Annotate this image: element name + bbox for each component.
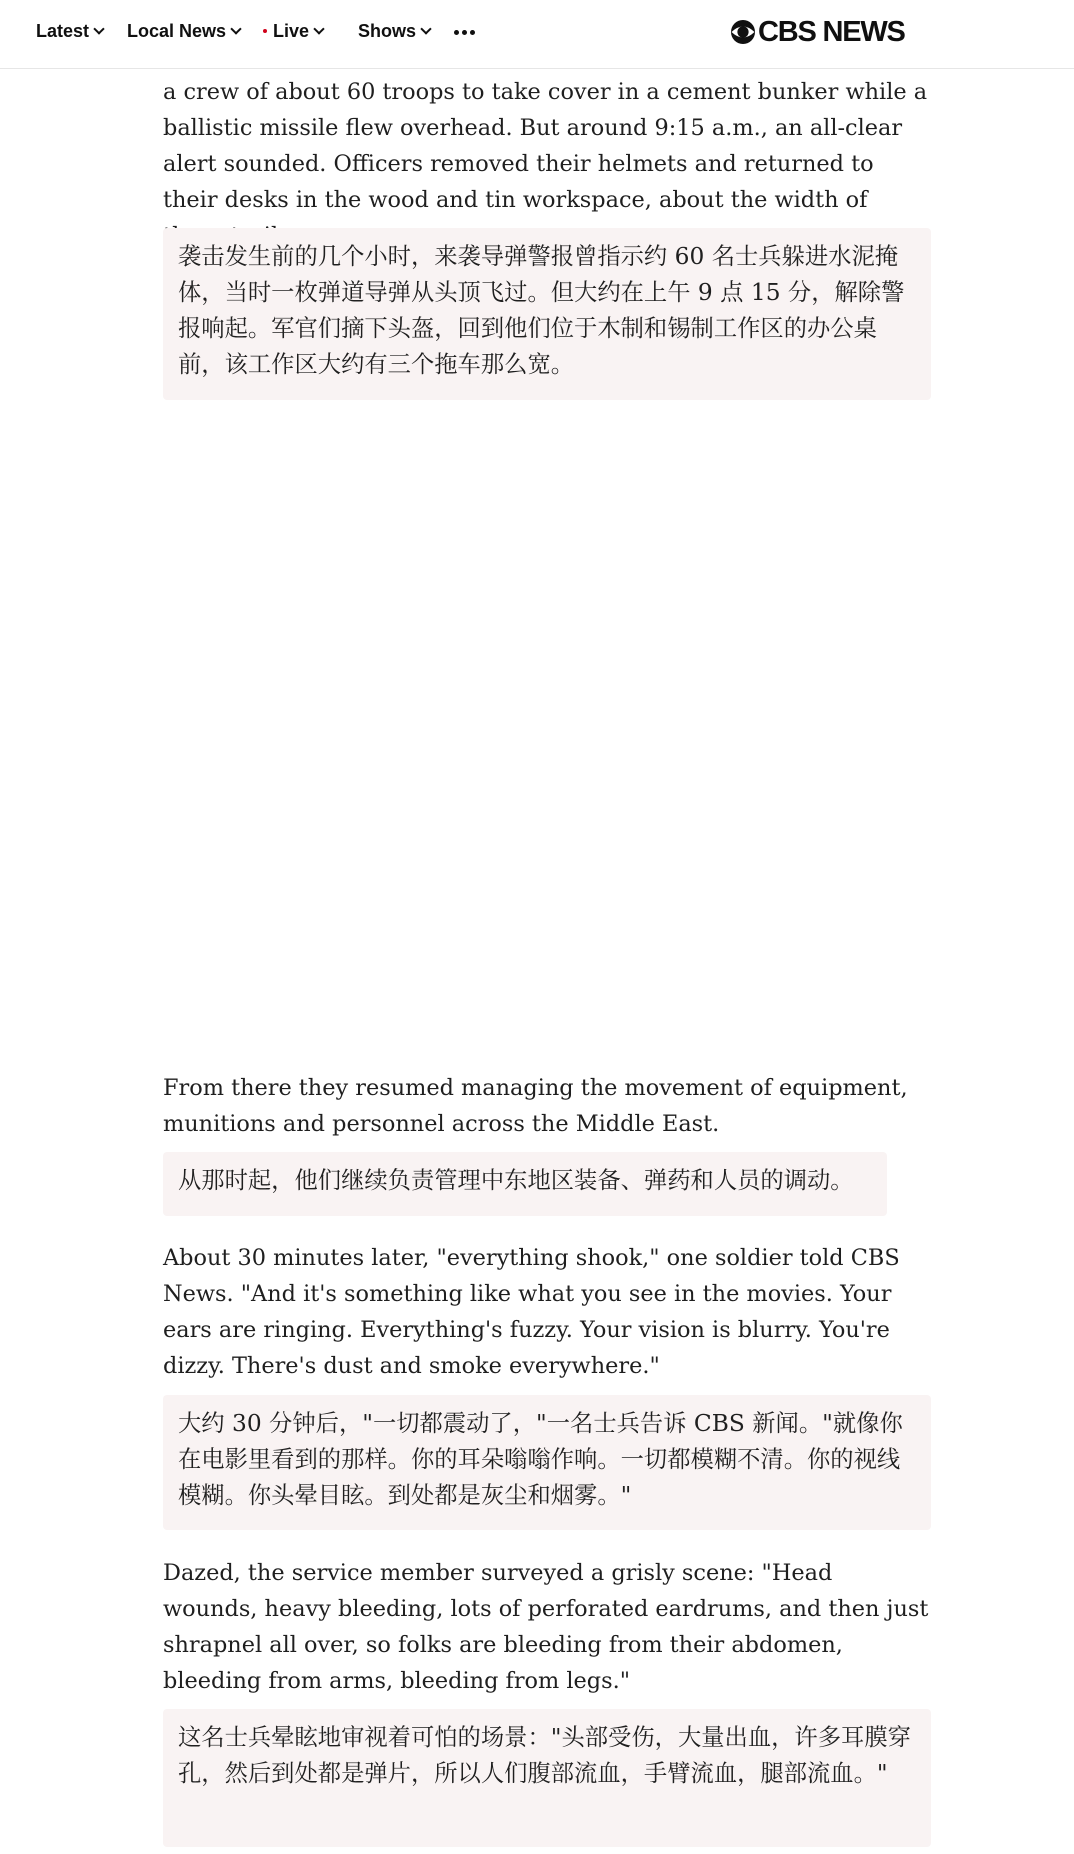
- ad-placeholder: [163, 410, 933, 1050]
- logo-text: CBS NEWS: [758, 15, 905, 48]
- article-paragraph: About 30 minutes later, "everything shook," one soldier told CBS News. "And it's something like what you see in the movies. Your ears are ringing. Everything's fuzzy. Your vision is blurry. You're dizzy. There's dust and smoke everywhere.": [163, 1245, 900, 1379]
- cbs-eye-icon: [730, 19, 756, 45]
- translation-block: 这名士兵晕眩地审视着可怕的场景："头部受伤，大量出血，许多耳膜穿孔，然后到处都是弹片，所以人们腹部流血，手臂流血，腿部流血。": [163, 1709, 931, 1847]
- top-navigation-bar: [0, 0, 1074, 69]
- cbs-news-logo[interactable]: [730, 14, 905, 50]
- chevron-down-icon: [230, 23, 241, 34]
- article-paragraph: a crew of about 60 troops to take cover in a cement bunker while a ballistic missile flew overhead. But around 9:15 a.m., an all-clear alert sounded. Officers removed their helmets and returned to their desks in the wood and tin workspace, about the width of: [163, 79, 928, 213]
- chevron-down-icon: [420, 23, 431, 34]
- nav-item-shows[interactable]: [358, 19, 430, 43]
- nav-item-label: Shows: [358, 21, 417, 41]
- chevron-down-icon: [93, 23, 104, 34]
- live-dot-icon: [263, 29, 267, 33]
- nav-item-live[interactable]: [263, 19, 323, 43]
- translation-block: 从那时起，他们继续负责管理中东地区装备、弹药和人员的调动。: [163, 1152, 887, 1216]
- nav-item-local-news[interactable]: [127, 19, 240, 43]
- nav-item-latest[interactable]: [36, 19, 103, 43]
- nav-item-label: Latest: [36, 21, 90, 41]
- more-horizontal-icon[interactable]: [454, 21, 476, 41]
- nav-item-label: Live: [273, 21, 310, 41]
- nav-item-label: Local News: [127, 21, 227, 41]
- translation-block: 大约 30 分钟后，"一切都震动了，"一名士兵告诉 CBS 新闻。"就像你在电影里看到的那样。你的耳朵嗡嗡作响。一切都模糊不清。你的视线模糊。你头晕目眩。到处都是灰尘和烟雾。": [163, 1395, 931, 1530]
- translation-block: 袭击发生前的几个小时，来袭导弹警报曾指示约 60 名士兵躲进水泥掩体，当时一枚弹道导弹从头顶飞过。但大约在上午 9 点 15 分，解除警报响起。军官们摘下头盔，回到他们位于木制和锡制工作区的办公桌前，该工作区大约有三个拖车那么宽。: [163, 228, 931, 400]
- article-paragraph: From there they resumed managing the movement of equipment, munitions and personnel across the Middle East.: [163, 1075, 908, 1137]
- chevron-down-icon: [313, 23, 324, 34]
- article-paragraph: Dazed, the service member surveyed a grisly scene: "Head wounds, heavy bleeding, lots of perforated eardrums, and then just shrapnel all over, so folks are bleeding from their abdomen, bleeding from arms, bleeding from legs.": [163, 1560, 929, 1694]
